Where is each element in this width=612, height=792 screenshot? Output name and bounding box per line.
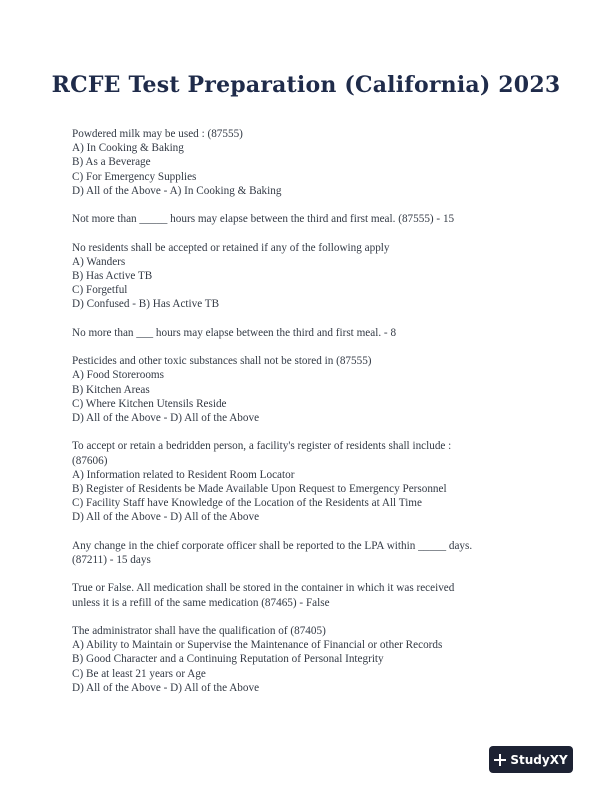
question-text: Any change in the chief corporate officer shall be reported to the LPA within _____ days. [72,539,473,552]
answer-option: C) Forgetful [72,284,128,297]
answer-option: B) Has Active TB [72,270,153,282]
question-text: (87211) - 15 days [72,554,151,566]
question-text: To accept or retain a bedridden person, a facility's register of residents shall include : [72,440,452,453]
answer-option: D) All of the Above - A) In Cooking & Baking [72,184,282,197]
answer-option: B) As a Beverage [72,156,151,169]
question-text: No more than ___ hours may elapse between the third and first meal. - 8 [72,326,397,339]
answer-option: D) All of the Above - D) All of the Above [72,511,260,524]
question-text: unless it is a refill of the same medication (87465) - False [72,596,330,609]
question-block [72,581,542,609]
questions-content [72,127,542,709]
answer-option: D) Confused - B) Has Active TB [72,298,220,311]
answer-option: D) All of the Above - D) All of the Above [72,681,260,694]
question-block [72,127,542,198]
answer-option: C) Where Kitchen Utensils Reside [72,397,227,410]
answer-option: A) Wanders [72,255,126,268]
question-text: (87606) [72,454,108,467]
answer-option: A) Ability to Maintain or Supervise the Maintenance of Financial or other Records [72,639,443,652]
answer-option: B) Good Character and a Continuing Reputation of Personal Integrity [72,653,384,666]
answer-option: A) In Cooking & Baking [72,142,184,155]
answer-option: C) For Emergency Supplies [72,170,197,183]
question-text: The administrator shall have the qualification of (87405) [72,624,326,637]
plus-icon [494,754,506,766]
question-text: Powdered milk may be used : (87555) [72,128,243,140]
question-block [72,326,542,340]
question-text: True or False. All medication shall be stored in the container in which it was received [72,582,455,595]
question-text: Not more than _____ hours may elapse between the third and first meal. (87555) - 15 [72,213,455,226]
logo-text: StudyXY [510,752,568,767]
answer-option: D) All of the Above - D) All of the Above [72,412,260,424]
answer-option: A) Food Storerooms [72,369,164,382]
answer-option: A) Information related to Resident Room Locator [72,468,295,481]
question-block [72,354,542,425]
question-block [72,539,542,567]
answer-option: C) Facility Staff have Knowledge of the Location of the Residents at All Time [72,497,422,510]
answer-option: C) Be at least 21 years or Age [72,667,206,680]
question-block [72,241,542,312]
studyxy-logo[interactable] [489,746,573,773]
answer-option: B) Register of Residents be Made Available Upon Request to Emergency Personnel [72,483,447,495]
answer-option: B) Kitchen Areas [72,383,150,396]
question-block [72,439,542,524]
page-title: RCFE Test Preparation (California) 2023 [51,72,561,98]
question-text: No residents shall be accepted or retained if any of the following apply [72,241,390,254]
question-text: Pesticides and other toxic substances shall not be stored in (87555) [72,355,372,368]
question-block [72,212,542,226]
question-block [72,624,542,695]
